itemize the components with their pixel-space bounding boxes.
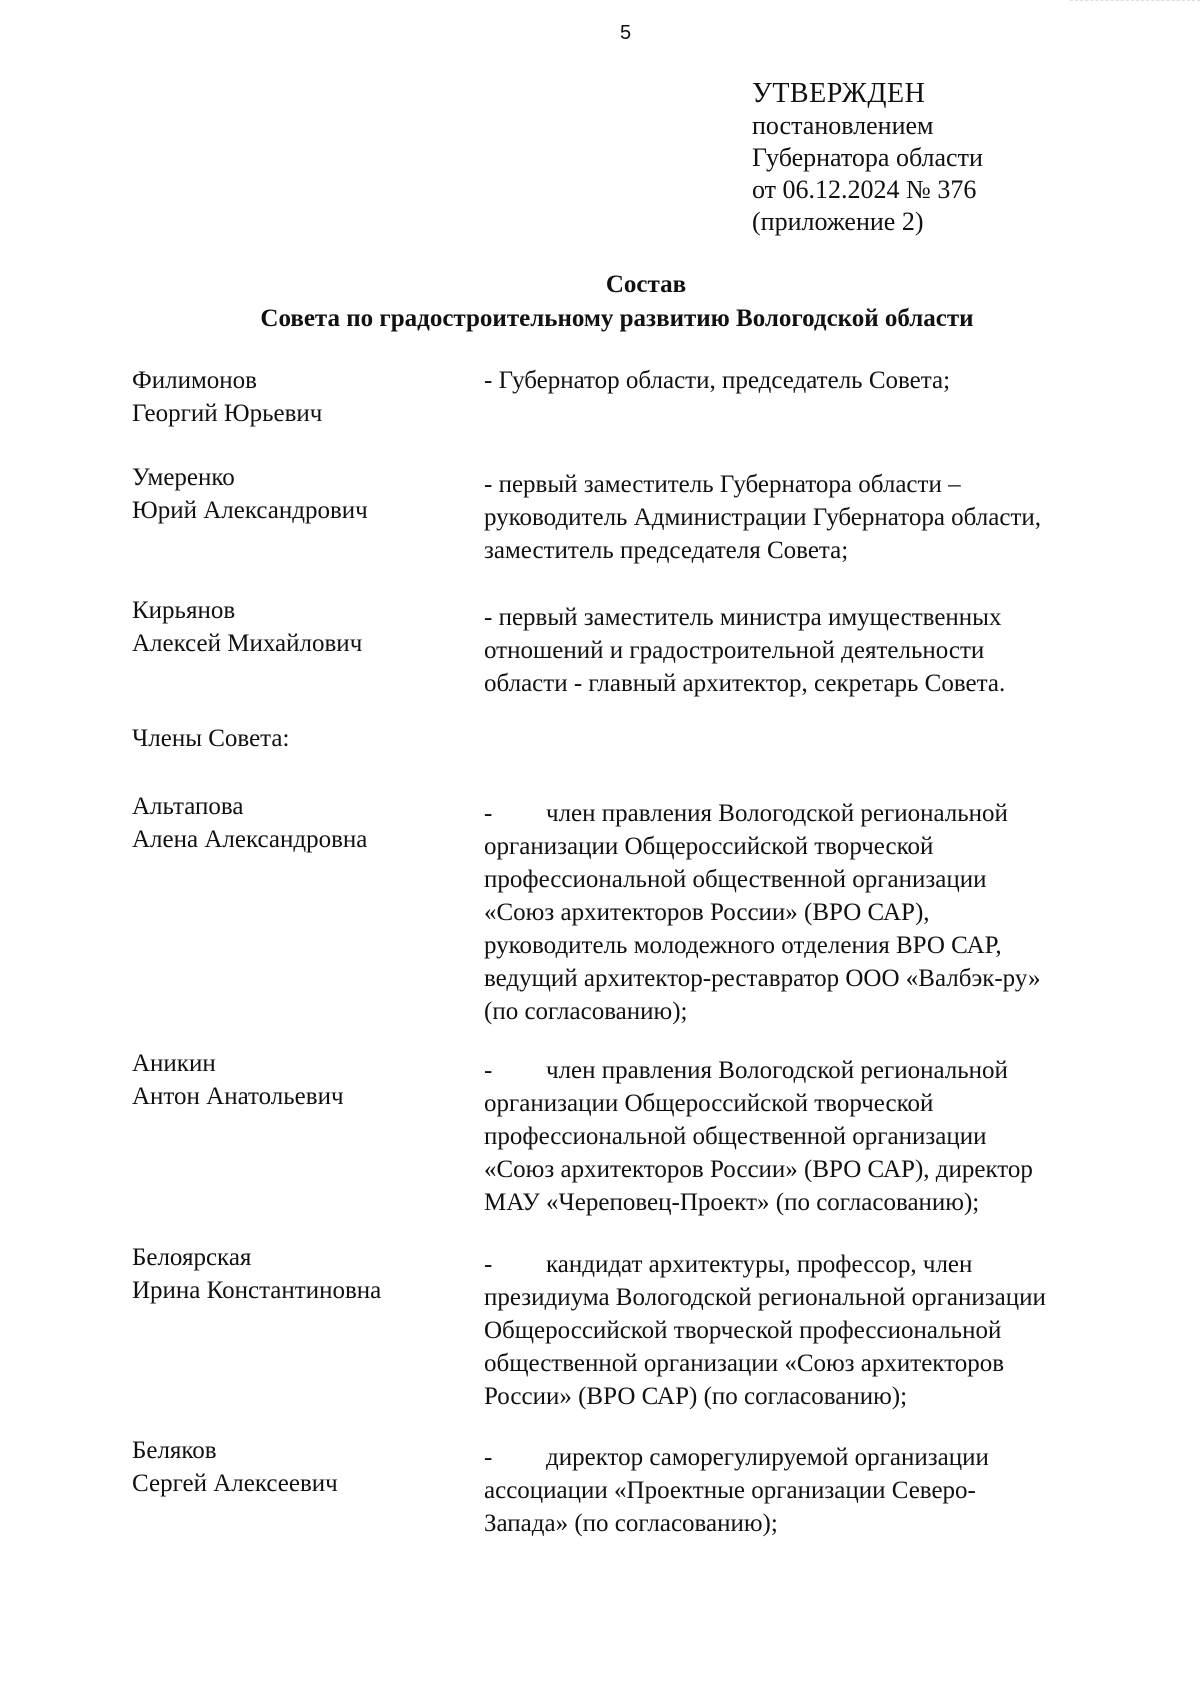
role-line: профессиональной общественной организации	[484, 866, 987, 893]
member-surname: Альтапова	[132, 793, 244, 820]
role-line: - первый заместитель министра имущественных	[484, 604, 1002, 631]
role-line: (по согласованию);	[484, 998, 688, 1025]
role-first-line: директор саморегулируемой организации	[546, 1444, 989, 1471]
member-role	[484, 364, 1164, 397]
member-given-name: Алексей Михайлович	[132, 630, 363, 657]
role-line: России» (ВРО САР) (по согласованию);	[484, 1383, 908, 1410]
approval-line: постановлением	[752, 111, 934, 140]
title-line: Состав	[605, 271, 687, 298]
approval-stamp	[752, 78, 983, 238]
member-role	[484, 797, 1164, 1028]
member-name	[132, 594, 472, 660]
member-given-name: Алена Александровна	[132, 826, 368, 853]
role-line: президиума Вологодской региональной организации	[484, 1284, 1046, 1311]
role-line: руководитель Администрации Губернатора области,	[484, 504, 1041, 531]
approved-label: УТВЕРЖДЕН	[752, 78, 926, 109]
member-name	[132, 461, 472, 527]
role-line: общественной организации «Союз архитекторов	[484, 1350, 1005, 1377]
member-role	[484, 1441, 1164, 1540]
role-line: Запада» (по согласованию);	[484, 1510, 778, 1537]
approval-line: от 06.12.2024 № 376	[752, 175, 977, 204]
role-first-line: член правления Вологодской региональной	[546, 1057, 1008, 1084]
member-surname: Филимонов	[132, 367, 257, 394]
role-line: «Союз архитекторов России» (ВРО САР), директор	[484, 1156, 1033, 1183]
role-first-line: член правления Вологодской региональной	[546, 800, 1008, 827]
member-name	[132, 364, 472, 430]
members-label: Члены Совета:	[132, 725, 290, 752]
role-line	[484, 1054, 1164, 1087]
member-role	[484, 468, 1164, 567]
role-line	[484, 1248, 1164, 1281]
role-line: ассоциации «Проектные организации Северо-	[484, 1477, 976, 1504]
approval-line: (приложение 2)	[752, 207, 924, 236]
role-line	[484, 797, 1164, 830]
member-given-name: Антон Анатольевич	[132, 1083, 344, 1110]
member-name	[132, 1047, 472, 1113]
member-role	[484, 1248, 1164, 1413]
member-surname: Белоярская	[132, 1244, 252, 1271]
role-line: организации Общероссийской творческой	[484, 833, 934, 860]
role-line: МАУ «Череповец-Проект» (по согласованию);	[484, 1189, 980, 1216]
role-dash: -	[484, 800, 493, 827]
approval-line: Губернатора области	[752, 143, 983, 172]
member-name	[132, 1241, 472, 1307]
member-surname: Беляков	[132, 1437, 217, 1464]
role-dash: -	[484, 1444, 493, 1471]
member-surname: Кирьянов	[132, 597, 236, 624]
role-line: руководитель молодежного отделения ВРО САР,	[484, 932, 1002, 959]
role-line: заместитель председателя Совета;	[484, 537, 849, 564]
member-surname: Умеренко	[132, 464, 235, 491]
member-name	[132, 790, 472, 856]
title-line: Совета по градостроительному развитию Вологодской области	[260, 305, 974, 332]
role-dash: -	[484, 1251, 493, 1278]
role-line	[484, 1441, 1164, 1474]
member-given-name: Ирина Константиновна	[132, 1277, 382, 1304]
member-surname: Аникин	[132, 1050, 216, 1077]
document-title	[0, 268, 1200, 336]
role-line: отношений и градостроительной деятельности	[484, 637, 985, 664]
role-first-line: кандидат архитектуры, профессор, член	[546, 1251, 973, 1278]
role-line: - первый заместитель Губернатора области –	[484, 471, 961, 498]
role-line: организации Общероссийской творческой	[484, 1090, 934, 1117]
member-given-name: Юрий Александрович	[132, 497, 368, 524]
role-line: Общероссийской творческой профессиональной	[484, 1317, 1002, 1344]
scan-edge-mark	[1070, 0, 1200, 19]
role-line: - Губернатор области, председатель Совета;	[484, 367, 951, 394]
member-given-name: Сергей Алексеевич	[132, 1470, 338, 1497]
page-number: 5	[620, 22, 632, 44]
role-dash: -	[484, 1057, 493, 1084]
member-role	[484, 1054, 1164, 1219]
member-given-name: Георгий Юрьевич	[132, 400, 323, 427]
role-line: «Союз архитекторов России» (ВРО САР),	[484, 899, 930, 926]
member-name	[132, 1434, 472, 1500]
role-line: области - главный архитектор, секретарь Совета.	[484, 670, 1006, 697]
role-line: профессиональной общественной организации	[484, 1123, 987, 1150]
role-line: ведущий архитектор-реставратор ООО «Валбэк-ру»	[484, 965, 1041, 992]
member-role	[484, 601, 1164, 700]
